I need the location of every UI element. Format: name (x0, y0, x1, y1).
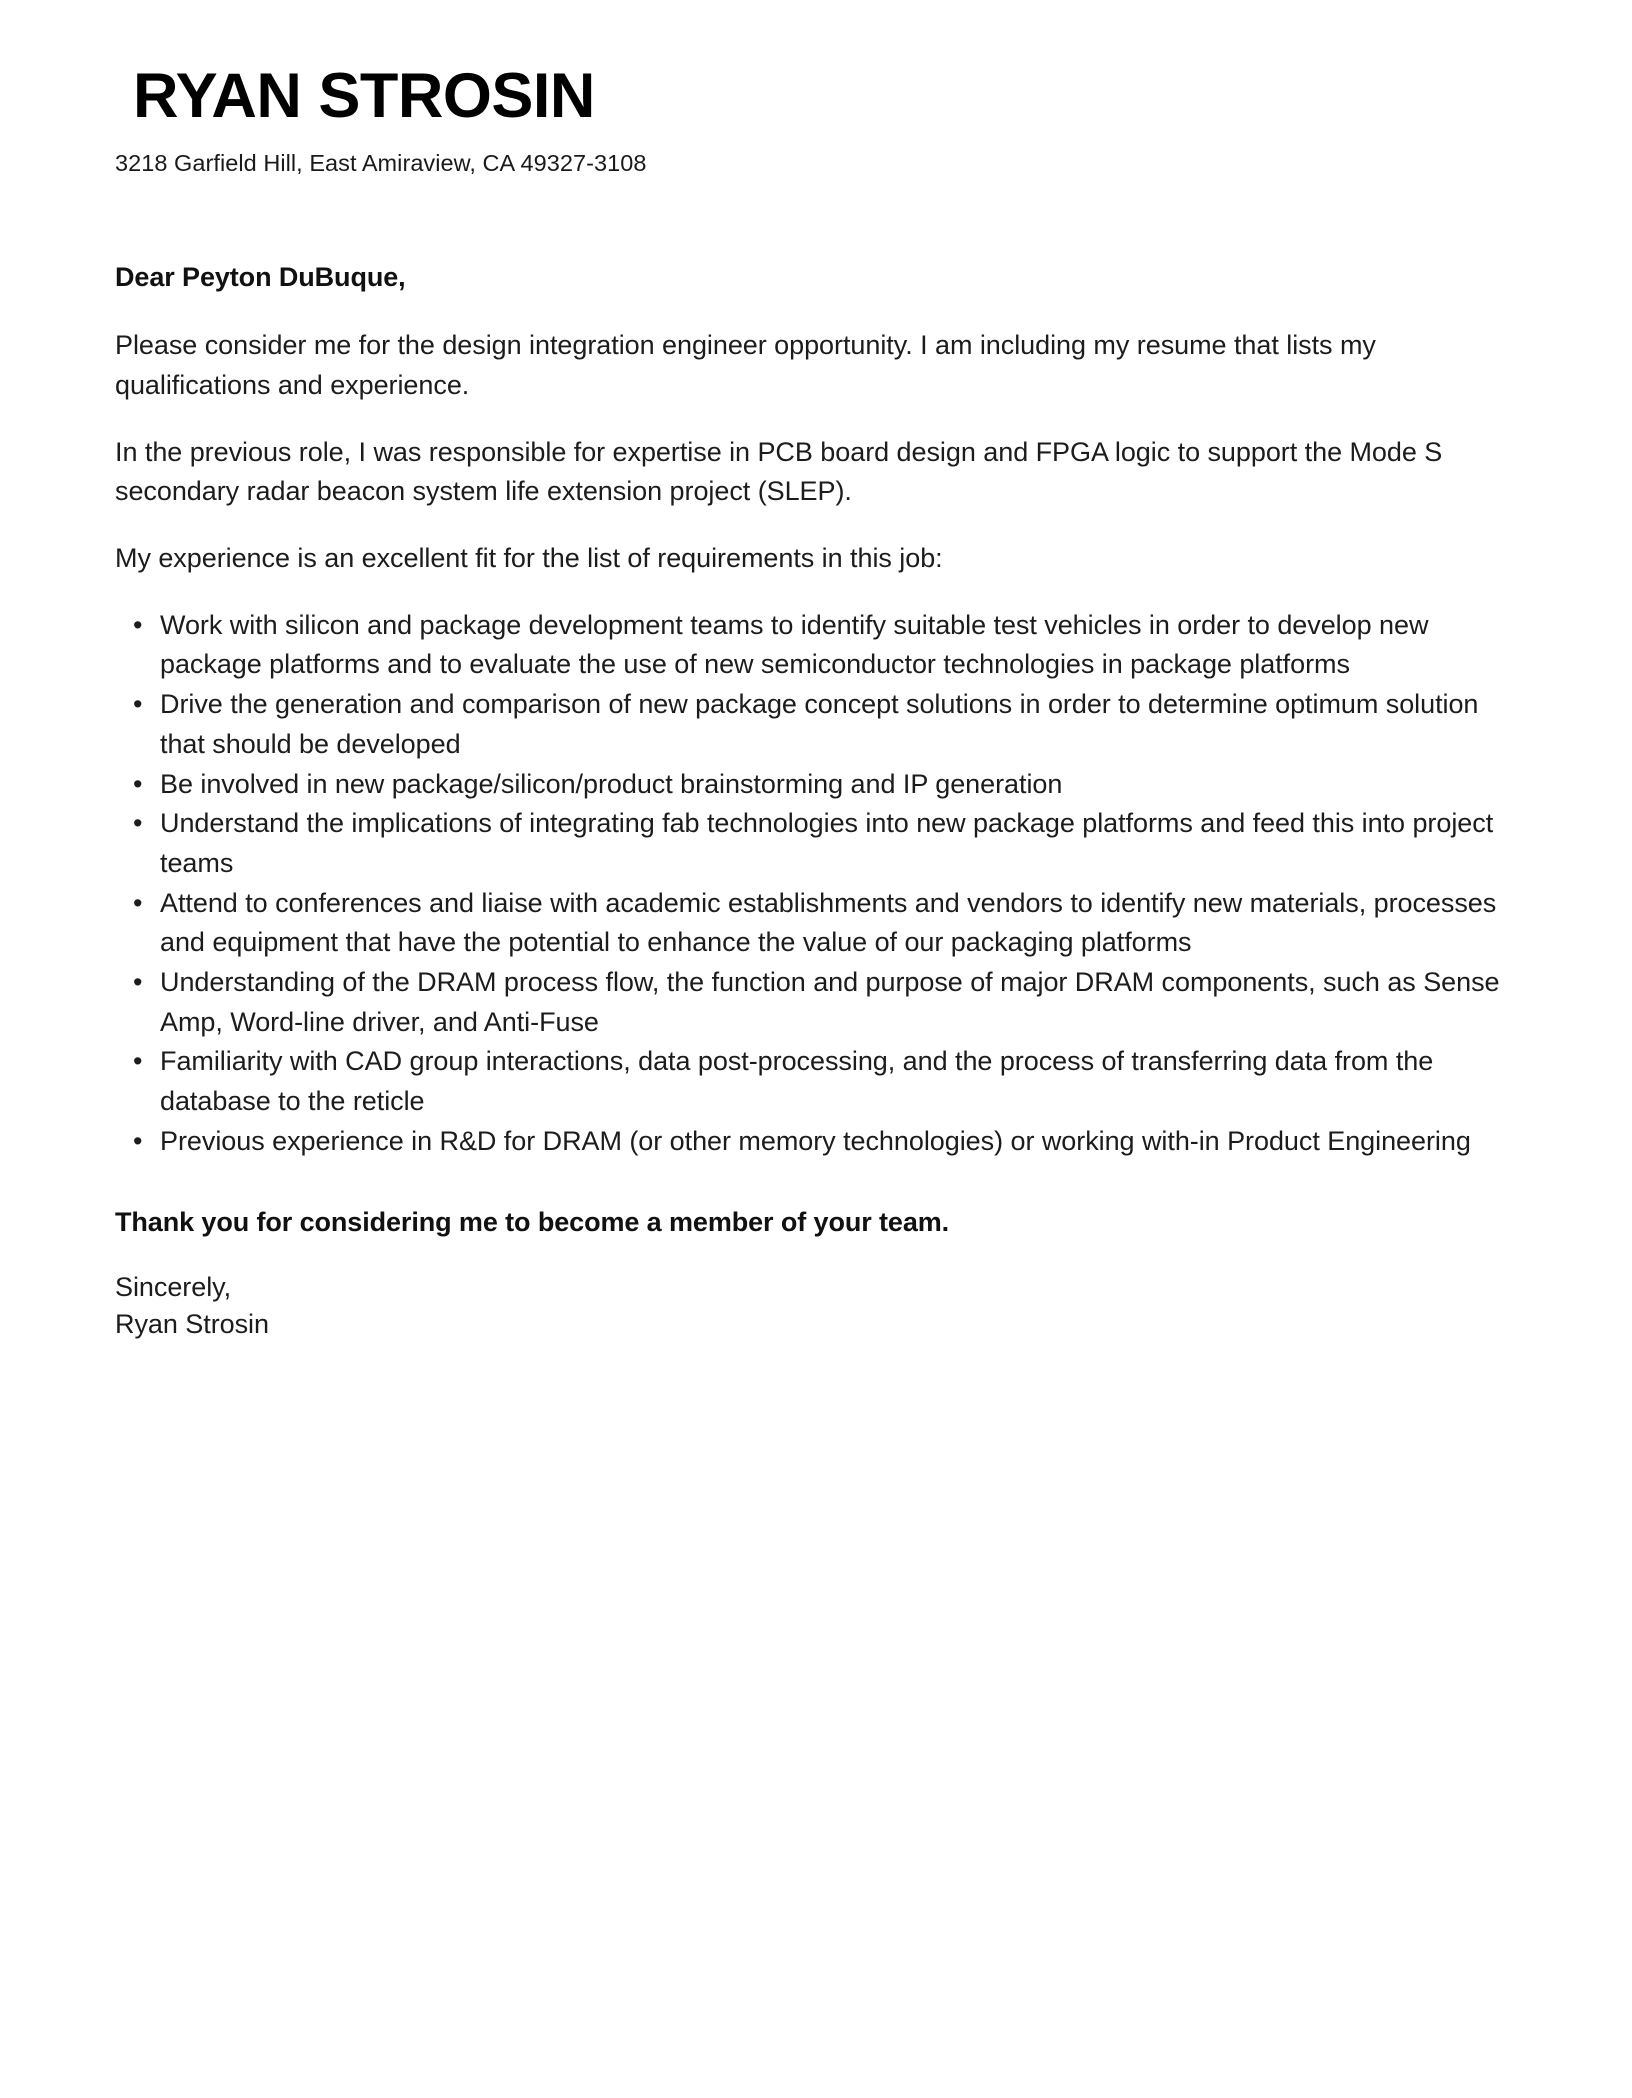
letter-content (115, 0, 1515, 1344)
list-item (115, 963, 1515, 1042)
list-item-text: Understand the implications of integrating fab technologies into new package platforms and feed this into project teams (160, 808, 1494, 878)
list-item (115, 1042, 1515, 1121)
body-paragraph-2: In the previous role, I was responsible for expertise in PCB board design and FPGA logic to support the Mode S secondary radar beacon system life extension project (SLEP). (115, 436, 1443, 507)
list-item-text: Familiarity with CAD group interactions, data post-processing, and the process of transferring data from the database to the reticle (160, 1046, 1434, 1117)
list-item-text: Work with silicon and package development teams to identify suitable test vehicles in order to develop new package platforms and to evaluate the use of new semiconductor technologies in package platforms (160, 609, 1429, 680)
list-item-text: Be involved in new package/silicon/product brainstorming and IP generation (160, 768, 1063, 799)
requirements-list (115, 606, 1515, 1162)
bullet-icon: • (133, 808, 143, 839)
list-item-text: Previous experience in R&D for DRAM (or other memory technologies) or working with-in Product Engineering (160, 1125, 1471, 1156)
bullet-icon: • (133, 1125, 143, 1156)
bullet-icon: • (133, 887, 143, 918)
closing-thanks: Thank you for considering me to become a member of your team. (115, 1207, 950, 1238)
salutation: Dear Peyton DuBuque, (115, 261, 406, 292)
list-item (115, 606, 1515, 685)
signoff-closing: Sincerely, (115, 1272, 232, 1303)
letter-body (115, 259, 1515, 1344)
list-item (115, 765, 1515, 805)
list-item (115, 1122, 1515, 1162)
signature-block (115, 1269, 1515, 1344)
list-item (115, 685, 1515, 764)
list-item-text: Understanding of the DRAM process flow, the function and purpose of major DRAM components, such as Sense Amp, Word-line driver, and Anti-Fuse (160, 966, 1500, 1037)
letterhead (115, 0, 1515, 180)
body-paragraph-3: My experience is an excellent fit for the list of requirements in this job: (115, 543, 943, 574)
candidate-address: 3218 Garfield Hill, East Amiraview, CA 49327-3108 (115, 150, 647, 177)
list-item (115, 884, 1515, 963)
bullet-icon: • (133, 966, 143, 997)
list-item-text: Attend to conferences and liaise with academic establishments and vendors to identify new materials, processes and equipment that have the potential to enhance the value of our packaging platforms (160, 887, 1497, 958)
list-item (115, 804, 1515, 883)
bullet-icon: • (133, 689, 143, 720)
bullet-icon: • (133, 768, 143, 799)
bullet-icon: • (133, 1046, 143, 1077)
bullet-icon: • (133, 609, 143, 640)
list-item-text: Drive the generation and comparison of new package concept solutions in order to determine optimum solution that should be developed (160, 689, 1479, 759)
body-paragraph-1: Please consider me for the design integration engineer opportunity. I am including my resume that lists my qualifications and experience. (115, 330, 1376, 401)
signoff-name: Ryan Strosin (115, 1309, 269, 1340)
page-title: RYAN STROSIN (133, 61, 595, 131)
